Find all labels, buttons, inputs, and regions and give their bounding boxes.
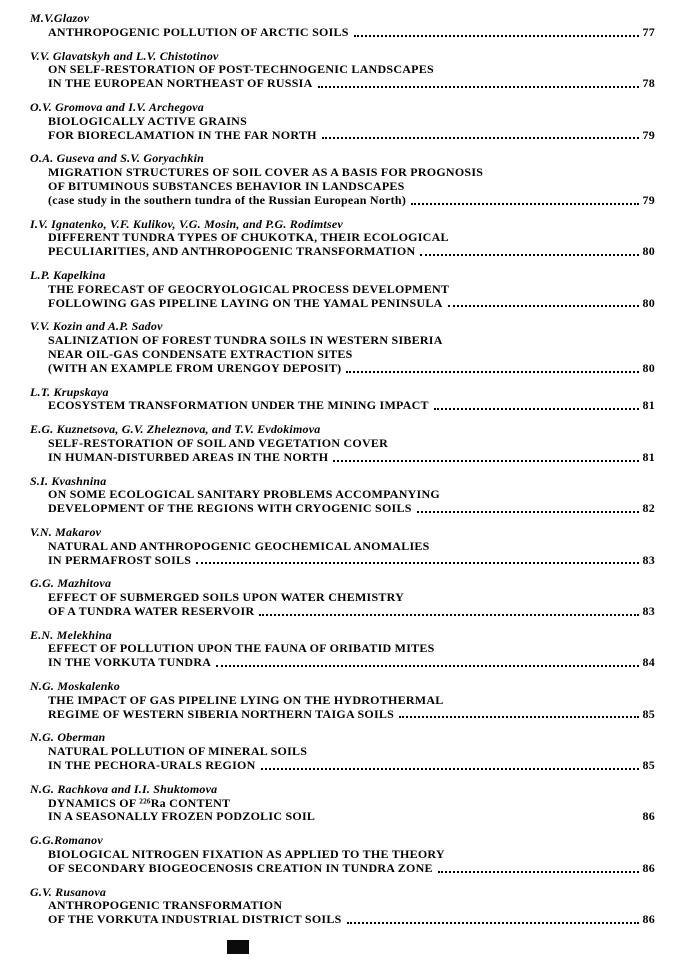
page-number: 83 [642,603,655,618]
toc-title-text: (WITH AN EXAMPLE FROM URENGOY DEPOSIT) [48,360,342,375]
toc-entry-authors: G.V. Rusanova [30,884,107,899]
toc-title-line: NEAR OIL-GAS CONDENSATE EXTRACTION SITES [48,346,353,361]
toc-title-text: DEVELOPMENT OF THE REGIONS WITH CRYOGENIC SOILS [48,501,412,516]
dot-leader [216,665,638,667]
toc-entry-lines [30,334,655,375]
toc-entry-authors: E.G. Kuznetsova, G.V. Zheleznova, and T.V. Evdokimova [30,422,321,437]
toc-title-text: OF A TUNDRA WATER RESERVOIR [48,603,255,618]
footer-page-mark [227,940,249,954]
toc-list [30,12,655,937]
toc-entry [30,152,655,207]
toc-title-text: IN HUMAN-DISTURBED AREAS IN THE NORTH [48,449,329,464]
toc-title-line [30,810,655,824]
toc-entry [30,320,655,375]
toc-entry [30,475,655,516]
toc-entry-authors: V.V. Kozin and A.P. Sadov [30,319,163,334]
toc-title-line [30,399,655,413]
dot-leader [347,922,639,924]
toc-entry-authors: N.G. Moskalenko [30,679,121,694]
toc-entry-authors: O.A. Guseva and S.V. Goryachkin [30,151,205,166]
toc-entry [30,12,655,40]
toc-entry-authors: L.P. Kapelkina [30,267,106,282]
toc-entry-authors: O.V. Gromova and I.V. Archegova [30,99,205,114]
dot-leader [259,614,638,616]
page-number: 83 [642,552,655,567]
toc-entry-authors: V.N. Makarov [30,524,102,539]
toc-title-text: IN THE EUROPEAN NORTHEAST OF RUSSIA [48,76,313,91]
toc-entry-lines [30,283,655,311]
dot-leader [411,203,638,205]
toc-title-line: THE FORECAST OF GEOCRYOLOGICAL PROCESS DEVELOPMENT [48,281,450,296]
toc-entry [30,423,655,464]
toc-entry [30,50,655,91]
toc-entry [30,834,655,875]
toc-title-line [30,77,655,91]
toc-entry [30,886,655,927]
toc-entry-lines [30,399,655,413]
toc-title-line [30,502,655,516]
dot-leader [322,137,639,139]
toc-title-line: EFFECT OF SUBMERGED SOILS UPON WATER CHEMISTRY [48,590,405,605]
toc-title-text: IN THE VORKUTA TUNDRA [48,655,212,670]
toc-entry-lines [30,797,655,825]
toc-title-line: OF BITUMINOUS SUBSTANCES BEHAVIOR IN LANDSCAPES [48,178,405,193]
toc-entry-lines [30,115,655,143]
toc-entry-authors: L.T. Krupskaya [30,384,109,399]
page-number: 86 [642,912,655,927]
page-number: 81 [642,398,655,413]
toc-entry-authors: V.V. Glavatskyh and L.V. Chistotinov [30,48,219,63]
page-number: 79 [642,192,655,207]
toc-entry [30,783,655,824]
toc-entry-authors: G.G. Mazhitova [30,576,112,591]
page-number: 80 [642,360,655,375]
page-number: 85 [642,758,655,773]
toc-title-text: FOR BIORECLAMATION IN THE FAR NORTH [48,127,317,142]
toc-title-line [30,451,655,465]
toc-title-line [30,194,655,208]
toc-entry [30,218,655,259]
toc-title-text: OF THE VORKUTA INDUSTRIAL DISTRICT SOILS [48,912,342,927]
toc-title-line: NATURAL POLLUTION OF MINERAL SOILS [48,744,308,759]
toc-entry-authors: N.G. Oberman [30,730,106,745]
toc-entry-lines [30,26,655,40]
page-number: 85 [642,706,655,721]
toc-entry-lines [30,848,655,876]
toc-entry-authors: N.G. Rachkova and I.I. Shuktomova [30,781,218,796]
toc-title-text: ANTHROPOGENIC POLLUTION OF ARCTIC SOILS [48,24,349,39]
toc-entry [30,680,655,721]
page-number: 86 [642,809,655,824]
toc-title-line [30,26,655,40]
toc-title-line: ON SELF-RESTORATION OF POST-TECHNOGENIC LANDSCAPES [48,62,434,77]
toc-title-line [30,913,655,927]
toc-entry-lines [30,231,655,259]
dot-leader [354,35,639,37]
toc-entry-lines [30,488,655,516]
toc-entry-lines [30,166,655,207]
toc-entry [30,731,655,772]
toc-title-line [30,708,655,722]
toc-entry-lines [30,642,655,670]
toc-entry [30,526,655,567]
toc-entry-lines [30,63,655,91]
toc-title-line [30,862,655,876]
toc-title-text: OF SECONDARY BIOGEOCENOSIS CREATION IN TUNDRA ZONE [48,860,433,875]
toc-title-text: PECULIARITIES, AND ANTHROPOGENIC TRANSFORMATION [48,244,416,259]
toc-title-line: BIOLOGICALLY ACTIVE GRAINS [48,113,247,128]
toc-title-line [30,759,655,773]
toc-title-text: IN THE PECHORA-URALS REGION [48,758,256,773]
toc-entry [30,101,655,142]
toc-title-line [30,245,655,259]
dot-leader [420,254,638,256]
page-number: 86 [642,860,655,875]
toc-title-line: ON SOME ECOLOGICAL SANITARY PROBLEMS ACCOMPANYING [48,487,440,502]
page-number: 81 [642,449,655,464]
toc-entry-lines [30,745,655,773]
dot-leader [434,408,639,410]
toc-title-line: NATURAL AND ANTHROPOGENIC GEOCHEMICAL ANOMALIES [48,538,430,553]
toc-title-line: DYNAMICS OF ²²⁶Ra CONTENT [48,795,231,810]
toc-title-text: ECOSYSTEM TRANSFORMATION UNDER THE MINING IMPACT [48,398,429,413]
dot-leader [261,768,639,770]
toc-title-text: FOLLOWING GAS PIPELINE LAYING ON THE YAMAL PENINSULA [48,295,443,310]
page-number: 80 [642,295,655,310]
toc-title-line [30,362,655,376]
toc-title-line: DIFFERENT TUNDRA TYPES OF CHUKOTKA, THEIR ECOLOGICAL [48,230,449,245]
toc-entry [30,386,655,414]
toc-title-text: IN PERMAFROST SOILS [48,552,192,567]
toc-entry-lines [30,437,655,465]
toc-entry-lines [30,591,655,619]
dot-leader [448,305,639,307]
toc-title-line: BIOLOGICAL NITROGEN FIXATION AS APPLIED TO THE THEORY [48,847,445,862]
toc-title-line: ANTHROPOGENIC TRANSFORMATION [48,898,283,913]
toc-title-text: IN A SEASONALLY FROZEN PODZOLIC SOIL [48,809,316,824]
toc-title-line: SELF-RESTORATION OF SOIL AND VEGETATION COVER [48,435,389,450]
toc-title-line [30,605,655,619]
toc-entry-authors: I.V. Ignatenko, V.F. Kulikov, V.G. Mosin, and P.G. Rodimtsev [30,216,343,231]
toc-title-line [30,297,655,311]
dot-leader [438,871,639,873]
page-number: 82 [642,501,655,516]
page-number: 84 [642,655,655,670]
toc-entry [30,269,655,310]
toc-entry-lines [30,540,655,568]
toc-entry [30,629,655,670]
toc-title-line: THE IMPACT OF GAS PIPELINE LYING ON THE HYDROTHERMAL [48,692,444,707]
toc-entry-lines [30,899,655,927]
toc-entry-lines [30,694,655,722]
page-number: 77 [642,24,655,39]
toc-title-line: SALINIZATION OF FOREST TUNDRA SOILS IN WESTERN SIBERIA [48,333,443,348]
dot-leader [333,460,638,462]
page-number: 79 [642,127,655,142]
dot-leader [196,562,638,564]
dot-leader [346,371,638,373]
toc-entry-authors: S.I. Kvashnina [30,473,107,488]
page-number: 80 [642,244,655,259]
dot-leader [399,716,638,718]
toc-entry [30,577,655,618]
toc-title-line [30,656,655,670]
toc-entry-authors: E.N. Melekhina [30,627,112,642]
dot-leader [318,86,639,88]
toc-title-text: (case study in the southern tundra of the Russian European North) [48,192,407,207]
toc-title-line [30,129,655,143]
toc-title-line: EFFECT OF POLLUTION UPON THE FAUNA OF ORIBATID MITES [48,641,435,656]
toc-entry-authors: G.G.Romanov [30,833,103,848]
toc-title-text: REGIME OF WESTERN SIBERIA NORTHERN TAIGA SOILS [48,706,395,721]
toc-title-line: MIGRATION STRUCTURES OF SOIL COVER AS A BASIS FOR PROGNOSIS [48,165,484,180]
page-number: 78 [642,76,655,91]
toc-title-line [30,554,655,568]
toc-entry-authors: M.V.Glazov [30,11,90,25]
dot-leader [417,511,639,513]
